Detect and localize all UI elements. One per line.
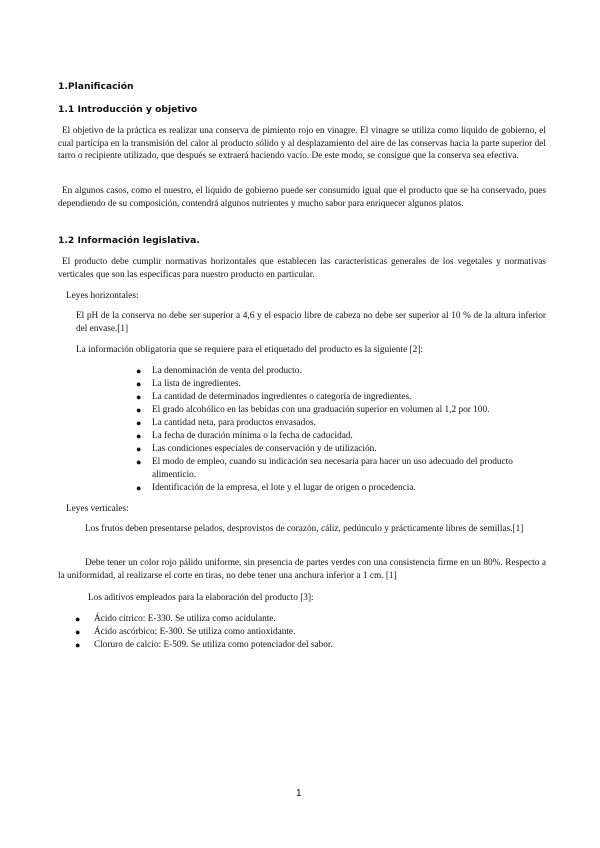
list-item: ● La denominación de venta del producto. — [136, 366, 302, 376]
bullet-icon: ● — [136, 483, 142, 493]
list-item: ● Ácido ascórbico: E-300. Se utiliza como antioxidante. — [75, 627, 296, 637]
aditivos-label: Los aditivos empleados para la elaboración del producto [3]: — [88, 593, 314, 603]
bullet-icon: ● — [136, 366, 142, 376]
heading-informacion-legislativa: 1.2 Información legislativa. — [58, 235, 200, 246]
list-item: ● La lista de ingredientes. — [136, 379, 241, 389]
page-number: 1 — [296, 788, 302, 799]
intro-paragraph-2: En algunos casos, como el nuestro, el líquido de gobierno puede ser consumido igual que el producto que se ha conservado, pues dependiendo de su composición, contendrá algunos nutrientes y mucho sabor para enriquecer algunos platos. — [58, 186, 546, 209]
legislation-paragraph: El producto debe cumplir normativas horizontales que establecen las características generales de los vegetales y normativas verticales que son las específicas para nuestro producto en particular. — [58, 257, 546, 280]
ph-paragraph: El pH de la conserva no debe ser superior a 4,6 y el espacio libre de cabeza no debe ser superior al 10 % de la altura inferior del envase.[1] — [76, 311, 546, 334]
heading-introduccion-objetivo: 1.1 Introducción y objetivo — [58, 104, 198, 115]
leyes-horizontales-label: Leyes horizontales: — [66, 291, 139, 301]
bullet-icon: ● — [75, 627, 81, 637]
bullet-icon: ● — [136, 431, 142, 441]
bullet-icon: ● — [136, 392, 142, 402]
bullet-icon: ● — [136, 379, 142, 389]
leyes-verticales-label: Leyes verticales: — [66, 504, 129, 514]
frutos-paragraph: Los frutos deben presentarse pelados, desprovistos de corazón, cáliz, pedúnculo y prácticamente libres de semillas.[1] — [85, 524, 524, 534]
additives-list — [75, 613, 534, 652]
list-item: ● Las condiciones especiales de conservación y de utilización. — [136, 444, 377, 454]
bullet-icon: ● — [136, 405, 142, 415]
list-item: ● La fecha de duración mínima o la fecha de caducidad. — [136, 431, 353, 441]
list-item: ● La cantidad neta, para productos envasados. — [136, 418, 316, 428]
list-item: ● Identificación de la empresa, el lote y el lugar de origen o procedencia. — [136, 483, 416, 493]
bullet-icon: ● — [75, 614, 81, 624]
intro-paragraph-1: El objetivo de la práctica es realizar una conserva de pimiento rojo en vinagre. El vinagre se utiliza como líquido de gobierno, el cual participa en la transmisión del calor al producto sólido y al desplazamiento del aire de las conservas hacia la parte superior del tarro o recipiente utilizado, que después se extraerá haciendo vacío. De este modo, se consigue que la conserva sea efectiva. — [58, 126, 546, 162]
heading-planificacion: 1.Planificación — [58, 81, 134, 92]
label-requirements-list — [136, 365, 547, 495]
list-item: ● El modo de empleo, cuando su indicación sea necesaria para hacer un uso adecuado del producto alimenticio. — [136, 457, 513, 480]
list-item: ● La cantidad de determinados ingredientes o categoría de ingredientes. — [136, 392, 412, 402]
list-item: ● Cloruro de calcio: E-509. Se utiliza como potenciador del sabor. — [75, 640, 333, 650]
bullet-icon: ● — [75, 640, 81, 650]
info-obligatoria-label: La información obligatoria que se requiere para el etiquetado del producto es la siguiente [2]: — [76, 345, 423, 355]
bullet-icon: ● — [136, 444, 142, 454]
bullet-icon: ● — [136, 418, 142, 428]
list-item: ● Ácido cítrico: E-330. Se utiliza como acidulante. — [75, 614, 276, 624]
list-item: ● El grado alcohólico en las bebidas con una graduación superior en volumen al 1,2 por 100. — [136, 405, 490, 415]
bullet-icon: ● — [136, 457, 142, 467]
color-paragraph: Debe tener un color rojo pálido uniforme, sin presencia de partes verdes con una consistencia firme en un 80%. Respecto a la uniformidad, al realizarse el corte en tiras, no debe tener una anchura inferior a 1 cm. [1] — [58, 558, 546, 581]
